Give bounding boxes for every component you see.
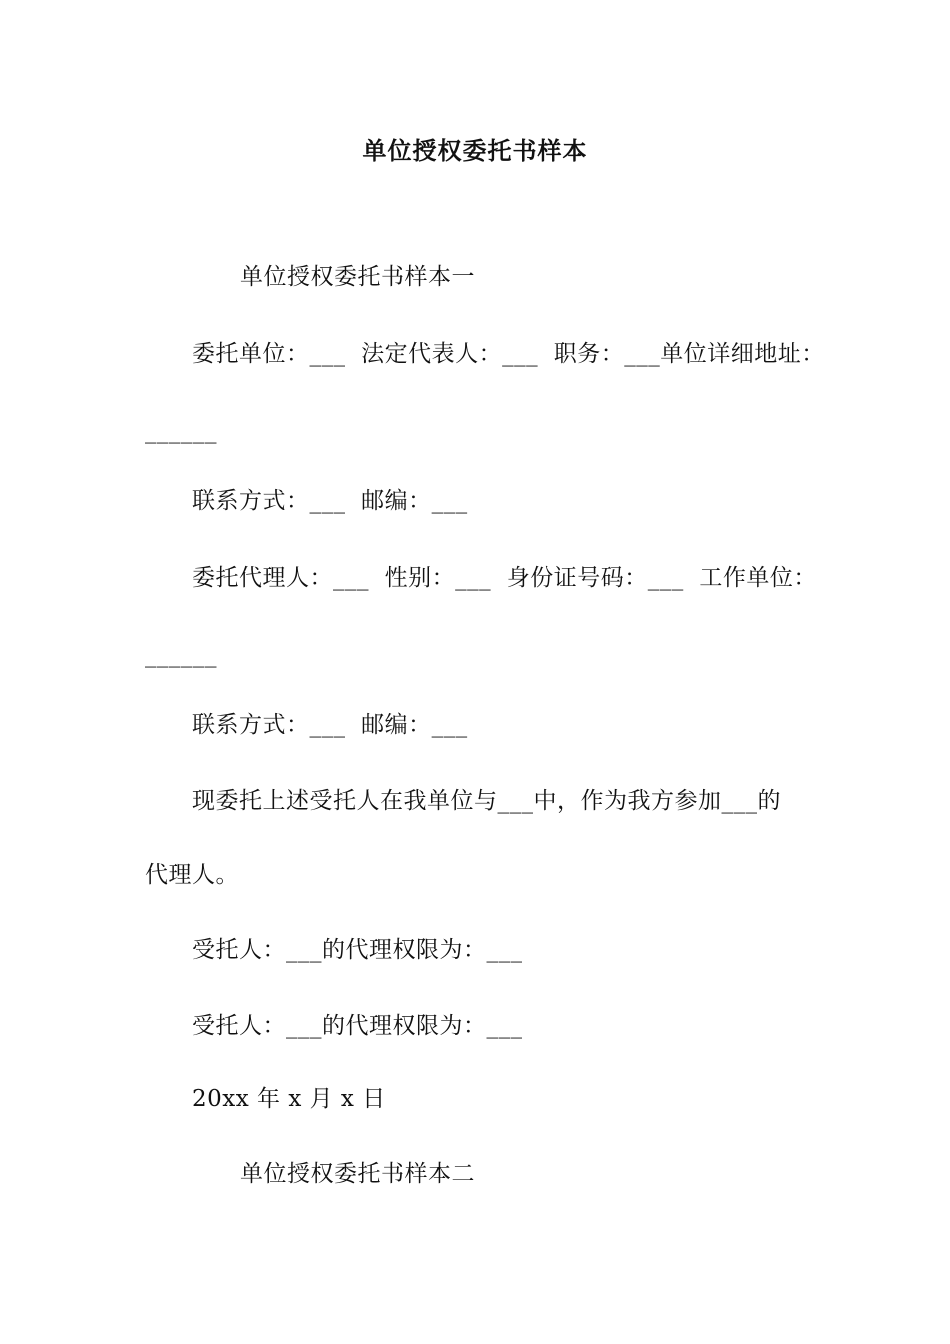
section-heading-sample-two: 单位授权委托书样本二	[240, 1161, 475, 1187]
document-title: 单位授权委托书样本	[362, 136, 588, 165]
authority-line-1: 受托人：___的代理权限为：___	[192, 937, 523, 963]
work-unit-blank-line: ______	[145, 642, 217, 668]
date-line: 20xx 年 x 月 x 日	[192, 1086, 386, 1112]
principal-unit-line: 委托单位：___ 法定代表人：___ 职务：___单位详细地址：	[192, 341, 825, 367]
agent-line: 委托代理人：___ 性别：___ 身份证号码：___ 工作单位：	[192, 565, 817, 591]
section-heading-sample-one: 单位授权委托书样本一	[240, 264, 475, 290]
commission-paragraph: 现委托上述受托人在我单位与___中，作为我方参加___的	[192, 788, 781, 814]
address-blank-line: ______	[145, 418, 217, 444]
commission-paragraph-end: 代理人。	[145, 862, 239, 888]
contact-line-1: 联系方式：___ 邮编：___	[192, 488, 468, 514]
contact-line-2: 联系方式：___ 邮编：___	[192, 712, 468, 738]
authority-line-2: 受托人：___的代理权限为：___	[192, 1013, 523, 1039]
